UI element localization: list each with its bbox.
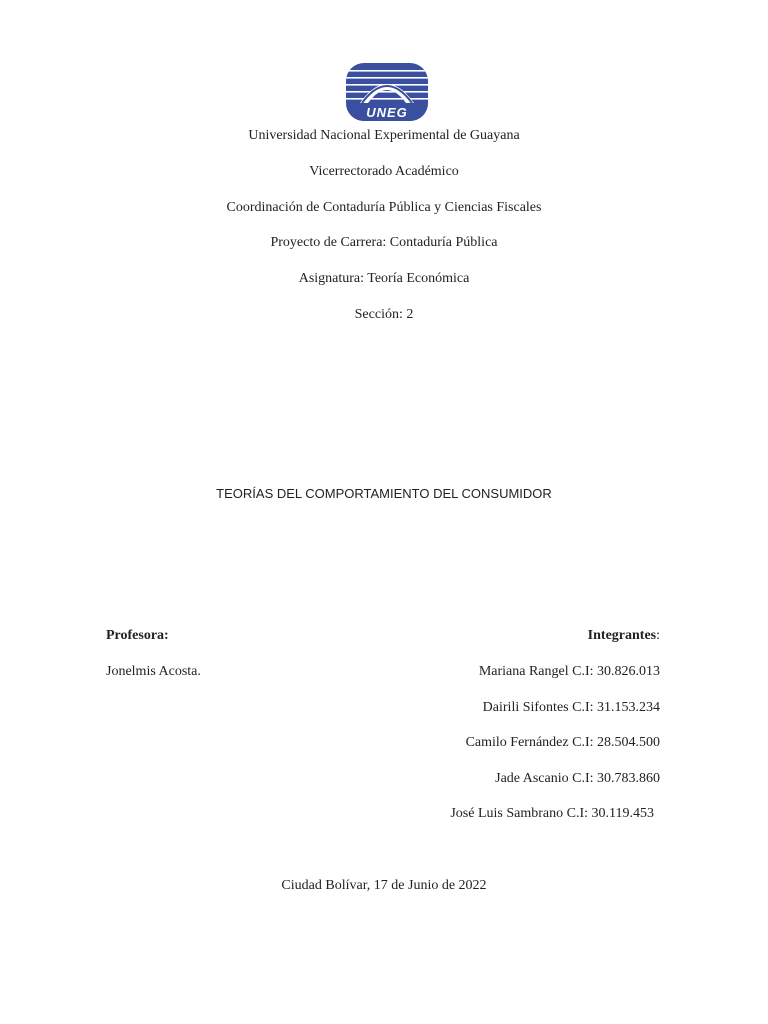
proyecto-de-carrera: Proyecto de Carrera: Contaduría Pública xyxy=(270,235,498,250)
member-2: Dairili Sifontes C.I: 31.153.234 xyxy=(482,700,660,715)
member-1: Mariana Rangel C.I: 30.826.013 xyxy=(478,664,660,679)
integrantes-heading-colon: : xyxy=(656,628,660,643)
profesora-heading: Profesora: xyxy=(106,628,169,643)
place-and-date: Ciudad Bolívar, 17 de Junio de 2022 xyxy=(281,878,487,893)
seccion: Sección: 2 xyxy=(354,307,414,322)
university-name: Universidad Nacional Experimental de Guayana xyxy=(248,128,520,143)
member-4: Jade Ascanio C.I: 30.783.860 xyxy=(495,771,660,786)
logo-text: UNEG xyxy=(366,105,408,120)
document-title: TEORÍAS DEL COMPORTAMIENTO DEL CONSUMIDOR xyxy=(216,486,552,501)
vicerrectorado: Vicerrectorado Académico xyxy=(309,164,459,179)
coordinacion: Coordinación de Contaduría Pública y Ciencias Fiscales xyxy=(226,200,542,215)
member-5: José Luis Sambrano C.I: 30.119.453 xyxy=(450,806,654,821)
uneg-logo xyxy=(346,63,428,121)
profesora-name: Jonelmis Acosta. xyxy=(106,664,201,679)
integrantes-heading-label: Integrantes xyxy=(587,628,657,643)
member-3: Camilo Fernández C.I: 28.504.500 xyxy=(465,735,660,750)
asignatura: Asignatura: Teoría Económica xyxy=(298,271,470,286)
uneg-logo-graphic xyxy=(346,63,428,121)
integrantes-heading xyxy=(588,627,660,645)
